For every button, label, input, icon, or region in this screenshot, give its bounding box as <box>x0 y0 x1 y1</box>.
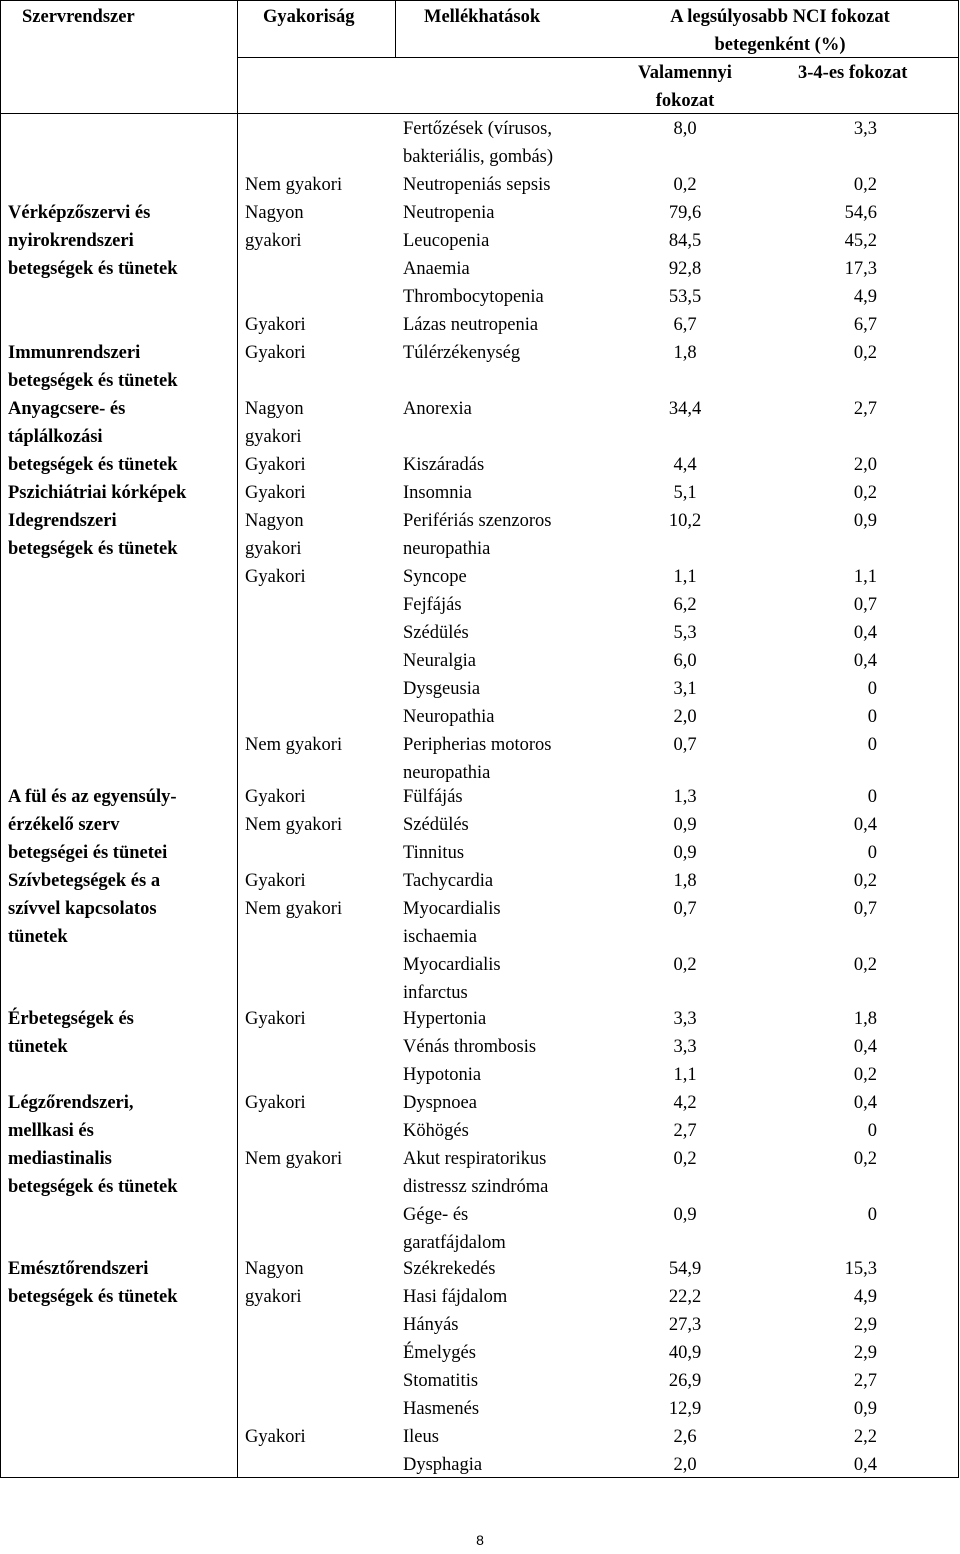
header-grade-line2: betegenként (%) <box>714 35 846 55</box>
value-grade-3-4: 0,4 <box>853 815 877 835</box>
value-grade-3-4: 15,3 <box>844 1259 877 1279</box>
effect-name: Myocardialis <box>403 955 501 975</box>
value-all-grades: 10,2 <box>668 511 702 531</box>
frequency-label: Nem gyakori <box>245 1149 343 1169</box>
system-name: Vérképzőszervi és <box>8 203 151 223</box>
header-grade-line1: A legsúlyosabb NCI fokozat <box>670 7 890 27</box>
frequency-label: Gyakori <box>245 1009 306 1029</box>
value-all-grades: 2,0 <box>673 707 697 727</box>
frequency-label: gyakori <box>245 539 302 559</box>
value-all-grades: 54,9 <box>668 1259 702 1279</box>
system-name: betegségek és tünetek <box>8 259 178 279</box>
value-all-grades: 2,6 <box>673 1427 697 1447</box>
frequency-label: Nem gyakori <box>245 735 343 755</box>
system-name: mediastinalis <box>8 1149 112 1169</box>
effect-name: Syncope <box>403 567 467 587</box>
value-grade-3-4: 4,9 <box>853 1287 877 1307</box>
value-grade-3-4: 0,2 <box>853 955 877 975</box>
effect-name: infarctus <box>403 983 468 1003</box>
value-all-grades: 0,2 <box>673 1149 697 1169</box>
value-grade-3-4: 0 <box>867 735 877 755</box>
system-name: Légzőrendszeri, <box>8 1093 134 1113</box>
value-all-grades: 1,8 <box>673 871 697 891</box>
effect-name: Hypertonia <box>403 1009 487 1029</box>
table-border-right <box>958 0 959 1478</box>
effect-name: Dyspnoea <box>403 1093 477 1113</box>
value-all-grades: 2,0 <box>673 1455 697 1475</box>
value-all-grades: 1,1 <box>673 567 697 587</box>
value-all-grades: 6,0 <box>673 651 697 671</box>
system-name: betegségei és tünetei <box>8 843 168 863</box>
system-name: Emésztőrendszeri <box>8 1259 149 1279</box>
system-name: Érbetegségek és <box>8 1009 134 1029</box>
system-name: Pszichiátriai kórképek <box>8 483 187 503</box>
effect-name: Székrekedés <box>403 1259 496 1279</box>
value-all-grades: 0,9 <box>673 843 697 863</box>
value-all-grades: 0,7 <box>673 735 697 755</box>
value-all-grades: 22,2 <box>668 1287 702 1307</box>
effect-name: Gége- és <box>403 1205 469 1225</box>
system-name: betegségek és tünetek <box>8 539 178 559</box>
frequency-label: Gyakori <box>245 343 306 363</box>
value-grade-3-4: 0 <box>867 787 877 807</box>
effect-name: Insomnia <box>403 483 472 503</box>
effect-name: garatfájdalom <box>403 1233 506 1253</box>
effect-name: Myocardialis <box>403 899 501 919</box>
frequency-label: Gyakori <box>245 315 306 335</box>
table-border-left <box>0 0 1 1478</box>
frequency-label: Nagyon <box>245 511 304 531</box>
frequency-label: Gyakori <box>245 787 306 807</box>
value-all-grades: 12,9 <box>668 1399 702 1419</box>
value-grade-3-4: 0,4 <box>853 651 877 671</box>
system-name: betegségek és tünetek <box>8 1287 178 1307</box>
frequency-label: gyakori <box>245 231 302 251</box>
effect-name: Hypotonia <box>403 1065 482 1085</box>
frequency-label: Nagyon <box>245 1259 304 1279</box>
value-grade-3-4: 0,2 <box>853 871 877 891</box>
system-name: érzékelő szerv <box>8 815 120 835</box>
effect-name: Fertőzések (vírusos, <box>403 119 552 139</box>
frequency-label: Nem gyakori <box>245 175 343 195</box>
value-all-grades: 1,3 <box>673 787 697 807</box>
value-all-grades: 53,5 <box>668 287 702 307</box>
value-all-grades: 92,8 <box>668 259 702 279</box>
value-all-grades: 1,8 <box>673 343 697 363</box>
header-system: Szervrendszer <box>22 7 135 27</box>
system-name: nyirokrendszeri <box>8 231 134 251</box>
value-grade-3-4: 0,7 <box>853 899 877 919</box>
effect-name: Dysphagia <box>403 1455 483 1475</box>
frequency-label: Gyakori <box>245 1427 306 1447</box>
divider-col1 <box>237 0 238 57</box>
system-name: mellkasi és <box>8 1121 94 1141</box>
effect-name: Anaemia <box>403 259 470 279</box>
value-all-grades: 6,2 <box>673 595 697 615</box>
effect-name: Szédülés <box>403 815 469 835</box>
effect-name: Fülfájás <box>403 787 463 807</box>
value-all-grades: 26,9 <box>668 1371 702 1391</box>
value-grade-3-4: 0 <box>867 843 877 863</box>
value-grade-3-4: 2,9 <box>853 1315 877 1335</box>
effect-name: Vénás thrombosis <box>403 1037 537 1057</box>
value-grade-3-4: 2,7 <box>853 1371 877 1391</box>
effect-name: distressz szindróma <box>403 1177 549 1197</box>
system-name: betegségek és tünetek <box>8 455 178 475</box>
effect-name: Neutropeniás sepsis <box>403 175 551 195</box>
system-name: Immunrendszeri <box>8 343 141 363</box>
value-all-grades: 4,4 <box>673 455 697 475</box>
frequency-label: Gyakori <box>245 455 306 475</box>
effect-name: Perifériás szenzoros <box>403 511 552 531</box>
value-grade-3-4: 0,9 <box>853 511 877 531</box>
page-number: 8 <box>476 1532 484 1548</box>
value-all-grades: 0,2 <box>673 955 697 975</box>
effect-name: Lázas neutropenia <box>403 315 539 335</box>
value-all-grades: 34,4 <box>668 399 702 419</box>
value-all-grades: 0,9 <box>673 1205 697 1225</box>
effect-name: Túlérzékenység <box>403 343 521 363</box>
value-grade-3-4: 0 <box>867 1205 877 1225</box>
value-grade-3-4: 0 <box>867 1121 877 1141</box>
value-all-grades: 2,7 <box>673 1121 697 1141</box>
value-all-grades: 0,2 <box>673 175 697 195</box>
value-grade-3-4: 0,2 <box>853 1149 877 1169</box>
value-grade-3-4: 3,3 <box>853 119 877 139</box>
effect-name: Thrombocytopenia <box>403 287 544 307</box>
value-grade-3-4: 0,4 <box>853 1455 877 1475</box>
value-grade-3-4: 0,9 <box>853 1399 877 1419</box>
value-all-grades: 0,9 <box>673 815 697 835</box>
divider-col2 <box>395 0 396 57</box>
value-grade-3-4: 0,4 <box>853 1093 877 1113</box>
effect-name: neuropathia <box>403 763 491 783</box>
frequency-label: Gyakori <box>245 871 306 891</box>
value-grade-3-4: 2,0 <box>853 455 877 475</box>
value-grade-3-4: 0,2 <box>853 175 877 195</box>
system-name: Szívbetegségek és a <box>8 871 161 891</box>
value-all-grades: 3,3 <box>673 1037 697 1057</box>
effect-name: Hasmenés <box>403 1399 480 1419</box>
value-all-grades: 0,7 <box>673 899 697 919</box>
effect-name: Dysgeusia <box>403 679 481 699</box>
value-grade-3-4: 17,3 <box>844 259 877 279</box>
value-grade-3-4: 0 <box>867 679 877 699</box>
effect-name: neuropathia <box>403 539 491 559</box>
effect-name: Hasi fájdalom <box>403 1287 508 1307</box>
effect-name: Fejfájás <box>403 595 462 615</box>
system-name: szívvel kapcsolatos <box>8 899 157 919</box>
system-name: tünetek <box>8 1037 68 1057</box>
effect-name: Neuralgia <box>403 651 476 671</box>
value-all-grades: 3,3 <box>673 1009 697 1029</box>
value-grade-3-4: 0,2 <box>853 343 877 363</box>
value-grade-3-4: 0,7 <box>853 595 877 615</box>
value-grade-3-4: 0,2 <box>853 1065 877 1085</box>
effect-name: ischaemia <box>403 927 477 947</box>
value-grade-3-4: 2,7 <box>853 399 877 419</box>
value-grade-3-4: 0 <box>867 707 877 727</box>
system-name: táplálkozási <box>8 427 103 447</box>
value-all-grades: 4,2 <box>673 1093 697 1113</box>
frequency-label: Nagyon <box>245 399 304 419</box>
value-grade-3-4: 6,7 <box>853 315 877 335</box>
frequency-label: gyakori <box>245 1287 302 1307</box>
value-all-grades: 79,6 <box>668 203 702 223</box>
header-frequency: Gyakoriság <box>263 7 355 27</box>
table-border-top <box>0 0 959 1</box>
system-name: betegségek és tünetek <box>8 1177 178 1197</box>
effect-name: Szédülés <box>403 623 469 643</box>
value-grade-3-4: 4,9 <box>853 287 877 307</box>
effect-name: Akut respiratorikus <box>403 1149 547 1169</box>
value-all-grades: 5,1 <box>673 483 697 503</box>
divider-body-left <box>237 57 238 1478</box>
effect-name: Kiszáradás <box>403 455 485 475</box>
value-grade-3-4: 0,4 <box>853 1037 877 1057</box>
system-name: Anyagcsere- és <box>8 399 126 419</box>
system-name: tünetek <box>8 927 68 947</box>
system-name: betegségek és tünetek <box>8 371 178 391</box>
value-grade-3-4: 0,4 <box>853 623 877 643</box>
frequency-label: Nagyon <box>245 203 304 223</box>
effect-name: Hányás <box>403 1315 459 1335</box>
effect-name: Anorexia <box>403 399 472 419</box>
effect-name: Neuropathia <box>403 707 495 727</box>
frequency-label: Nem gyakori <box>245 815 343 835</box>
frequency-label: Gyakori <box>245 567 306 587</box>
header-all-grades-2: fokozat <box>655 91 715 111</box>
effect-name: Tachycardia <box>403 871 494 891</box>
frequency-label: Gyakori <box>245 1093 306 1113</box>
frequency-label: Gyakori <box>245 483 306 503</box>
effect-name: Ileus <box>403 1427 439 1447</box>
value-grade-3-4: 1,1 <box>853 567 877 587</box>
effect-name: Peripherias motoros <box>403 735 552 755</box>
value-all-grades: 27,3 <box>668 1315 702 1335</box>
effect-name: Tinnitus <box>403 843 465 863</box>
value-all-grades: 6,7 <box>673 315 697 335</box>
value-all-grades: 8,0 <box>673 119 697 139</box>
system-name: A fül és az egyensúly- <box>8 787 177 807</box>
effect-name: Stomatitis <box>403 1371 479 1391</box>
frequency-label: gyakori <box>245 427 302 447</box>
header-effects: Mellékhatások <box>424 7 541 27</box>
value-all-grades: 5,3 <box>673 623 697 643</box>
value-grade-3-4: 2,2 <box>853 1427 877 1447</box>
value-all-grades: 3,1 <box>673 679 697 699</box>
value-grade-3-4: 45,2 <box>844 231 877 251</box>
effect-name: bakteriális, gombás) <box>403 147 554 167</box>
value-grade-3-4: 0,2 <box>853 483 877 503</box>
effect-name: Émelygés <box>403 1343 476 1363</box>
value-grade-3-4: 54,6 <box>844 203 877 223</box>
value-all-grades: 84,5 <box>668 231 702 251</box>
header-all-grades-1: Valamennyi <box>638 63 732 83</box>
header-grade-34: 3-4-es fokozat <box>798 63 908 83</box>
effect-name: Köhögés <box>403 1121 469 1141</box>
system-name: Idegrendszeri <box>8 511 117 531</box>
value-all-grades: 40,9 <box>668 1343 702 1363</box>
divider-header-bottom <box>0 113 959 114</box>
frequency-label: Nem gyakori <box>245 899 343 919</box>
value-grade-3-4: 2,9 <box>853 1343 877 1363</box>
value-all-grades: 1,1 <box>673 1065 697 1085</box>
effect-name: Leucopenia <box>403 231 490 251</box>
value-grade-3-4: 1,8 <box>853 1009 877 1029</box>
effect-name: Neutropenia <box>403 203 495 223</box>
